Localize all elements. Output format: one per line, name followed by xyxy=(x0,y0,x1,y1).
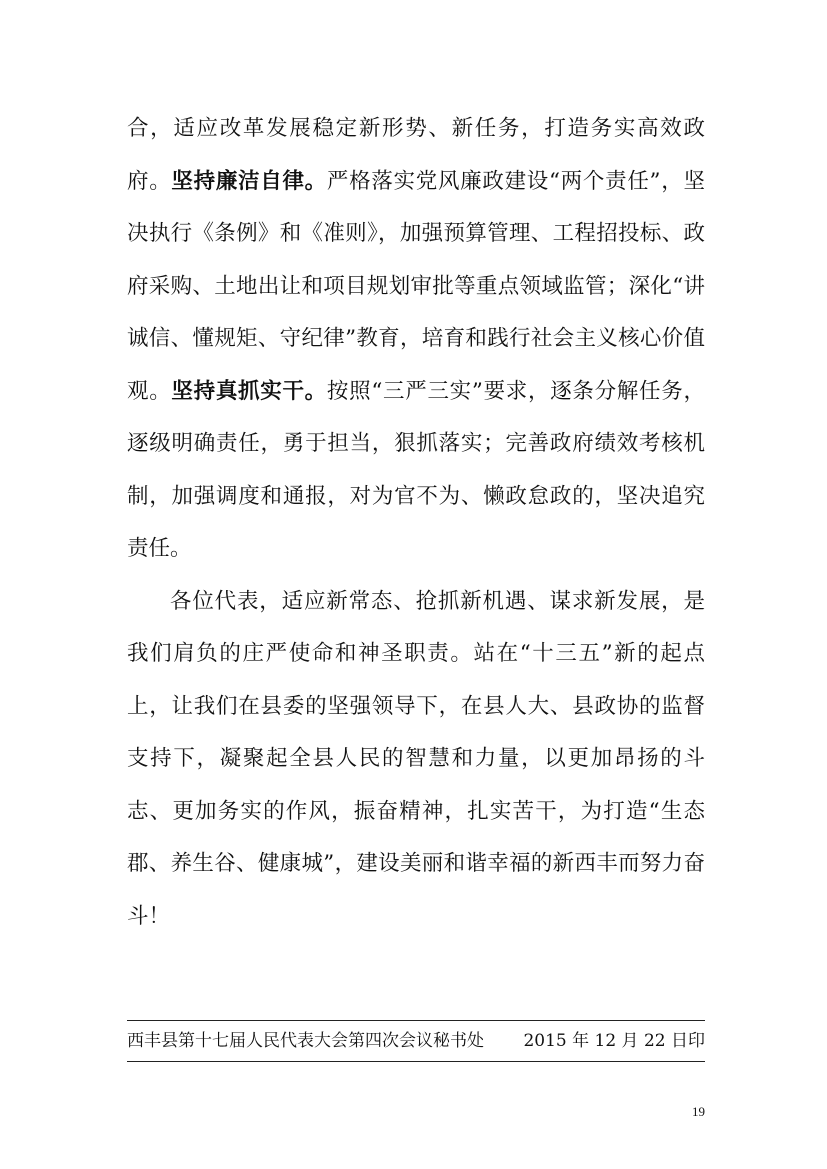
footer-date: 2015 年 12 月 22 日印 xyxy=(523,1031,705,1051)
footer xyxy=(127,1028,705,1054)
heading-real-work: 坚持真抓实干。 xyxy=(171,378,327,404)
heading-integrity: 坚持廉洁自律。 xyxy=(171,168,327,194)
page-number: 19 xyxy=(692,1104,705,1119)
footer-bottom-rule xyxy=(127,1061,705,1062)
footer-top-rule xyxy=(127,1020,705,1021)
paragraph-1-integrity-text: 严格落实党风廉政建设“两个责任”，坚决执行《条例》和《准则》，加强预算管理、工程招投标、政府采购、土地出让和项目规划审批等重点领域监管；深化“讲诚信、懂规矩、守纪律”教育，培育和践行社会主义核心价值观。 xyxy=(127,168,705,404)
document-body xyxy=(127,103,705,943)
paragraph-1-lead-text: 合，适应改革发展稳定新形势、新任务，打造务实高效政府。 xyxy=(127,116,705,194)
paragraph-2: 各位代表，适应新常态、抢抓新机遇、谋求新发展，是我们肩负的庄严使命和神圣职责。站在“十三五”新的起点上，让我们在县委的坚强领导下，在县人大、县政协的监督支持下，凝聚起全县人民的智慧和力量，以更加昂扬的斗志、更加务实的作风，振奋精神，扎实苦干，为打造“生态郡、养生谷、健康城”，建设美丽和谐幸福的新西丰而努力奋斗！ xyxy=(127,588,705,929)
paragraph-1-real-work-text: 按照“三严三实”要求，逐条分解任务，逐级明确责任，勇于担当，狠抓落实；完善政府绩效考核机制，加强调度和通报，对为官不为、懒政怠政的，坚决追究责任。 xyxy=(127,378,705,561)
paragraph-1 xyxy=(127,103,705,576)
footer-issuer: 西丰县第十七届人民代表大会第四次会议秘书处 xyxy=(127,1031,484,1051)
